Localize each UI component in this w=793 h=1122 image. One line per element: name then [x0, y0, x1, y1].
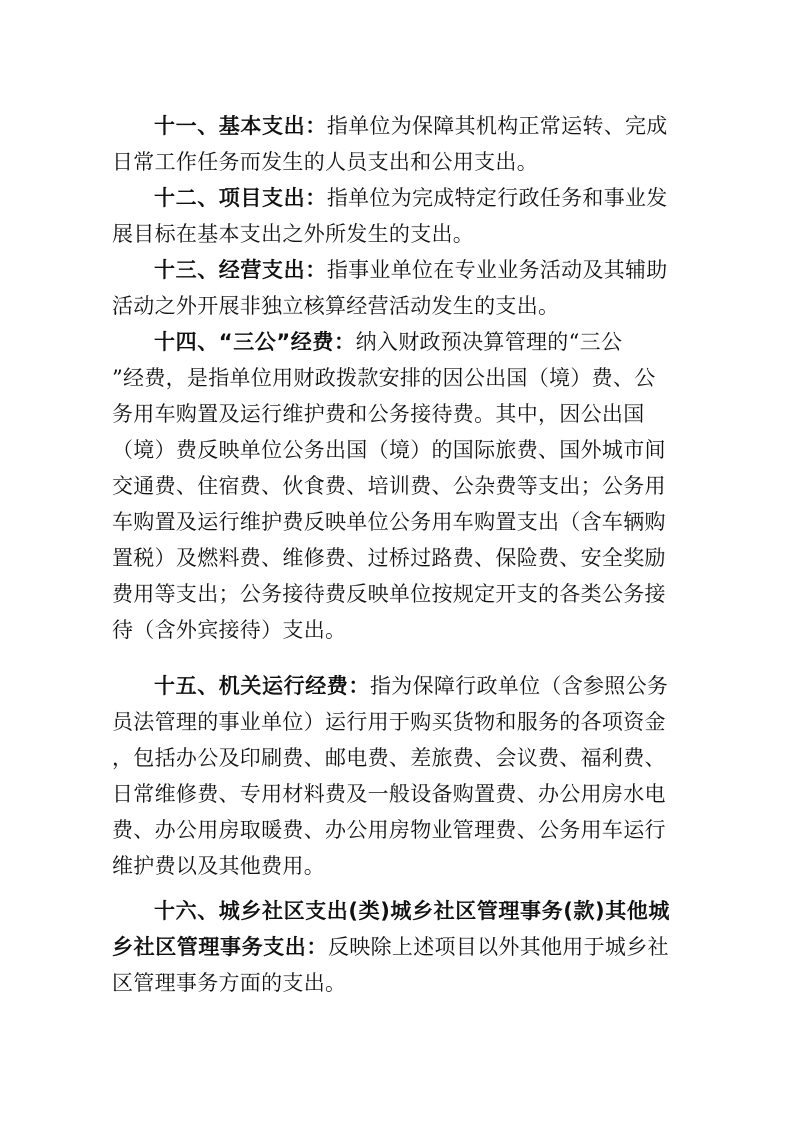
- paragraph-line: 员法管理的事业单位）运行用于购买货物和服务的各项资金: [112, 710, 666, 734]
- paragraph-operating-expenditure: [112, 252, 672, 324]
- paragraph-line: 务用车购置及运行维护费和公务接待费。其中，因公出国: [112, 402, 645, 426]
- term-three-public-expenses: 十四、“三公”经费：: [154, 330, 356, 354]
- paragraph-line: 指单位为完成特定行政任务和事业发: [326, 186, 668, 210]
- paragraph-line: 活动之外开展非独立核算经营活动发生的支出。: [112, 294, 560, 318]
- term-project-expenditure: 十二、项目支出：: [154, 186, 327, 210]
- paragraph-line: （境）费反映单位公务出国（境）的国际旅费、国外城市间: [112, 438, 666, 462]
- paragraph-line: 指事业单位在专业业务活动及其辅助: [326, 258, 668, 282]
- paragraph-line: 指单位为保障其机构正常运转、完成: [326, 114, 668, 138]
- paragraph-line: 区管理事务方面的支出。: [112, 971, 347, 995]
- paragraph-urban-rural-community: [112, 893, 672, 1001]
- paragraph-project-expenditure: [112, 180, 672, 252]
- paragraph-line: 反映除上述项目以外其他用于城乡社: [328, 935, 669, 959]
- paragraph-line: 纳入财政预决算管理的“三公: [355, 330, 623, 354]
- paragraph-line: ”经费，是指单位用财政拨款安排的因公出国（境）费、公: [112, 366, 656, 390]
- paragraph-line: 指为保障行政单位（含参照公务: [370, 674, 669, 698]
- paragraph-line: 交通费、住宿费、伙食费、培训费、公杂费等支出；公务用: [112, 474, 666, 498]
- paragraph-basic-expenditure: [112, 108, 672, 180]
- paragraph-line: 展目标在基本支出之外所发生的支出。: [112, 222, 475, 246]
- term-urban-rural-community: 十六、城乡社区支出(类)城乡社区管理事务(款)其他城: [154, 899, 670, 923]
- paragraph-line: 日常工作任务而发生的人员支出和公用支出。: [112, 150, 538, 174]
- paragraph-three-public-expenses: [112, 324, 672, 648]
- paragraph-line: 置税）及燃料费、维修费、过桥过路费、保险费、安全奖励: [112, 546, 666, 570]
- paragraph-line: 日常维修费、专用材料费及一般设备购置费、办公用房水电: [112, 782, 666, 806]
- term-urban-rural-community-cont: 乡社区管理事务支出：: [112, 935, 328, 959]
- paragraph-line: 待（含外宾接待）支出。: [112, 618, 347, 642]
- paragraph-line: ，包括办公及印刷费、邮电费、差旅费、会议费、福利费、: [112, 746, 666, 770]
- paragraph-line: 费用等支出；公务接待费反映单位按规定开支的各类公务接: [112, 582, 666, 606]
- paragraph-line: 车购置及运行维护费反映单位公务用车购置支出（含车辆购: [112, 510, 666, 534]
- paragraph-agency-operating-funds: [112, 668, 672, 884]
- term-operating-expenditure: 十三、经营支出：: [154, 258, 327, 282]
- paragraph-line: 维护费以及其他费用。: [112, 854, 325, 878]
- term-basic-expenditure: 十一、基本支出：: [154, 114, 327, 138]
- paragraph-line: 费、办公用房取暖费、办公用房物业管理费、公务用车运行: [112, 818, 666, 842]
- term-agency-operating-funds: 十五、机关运行经费：: [154, 674, 370, 698]
